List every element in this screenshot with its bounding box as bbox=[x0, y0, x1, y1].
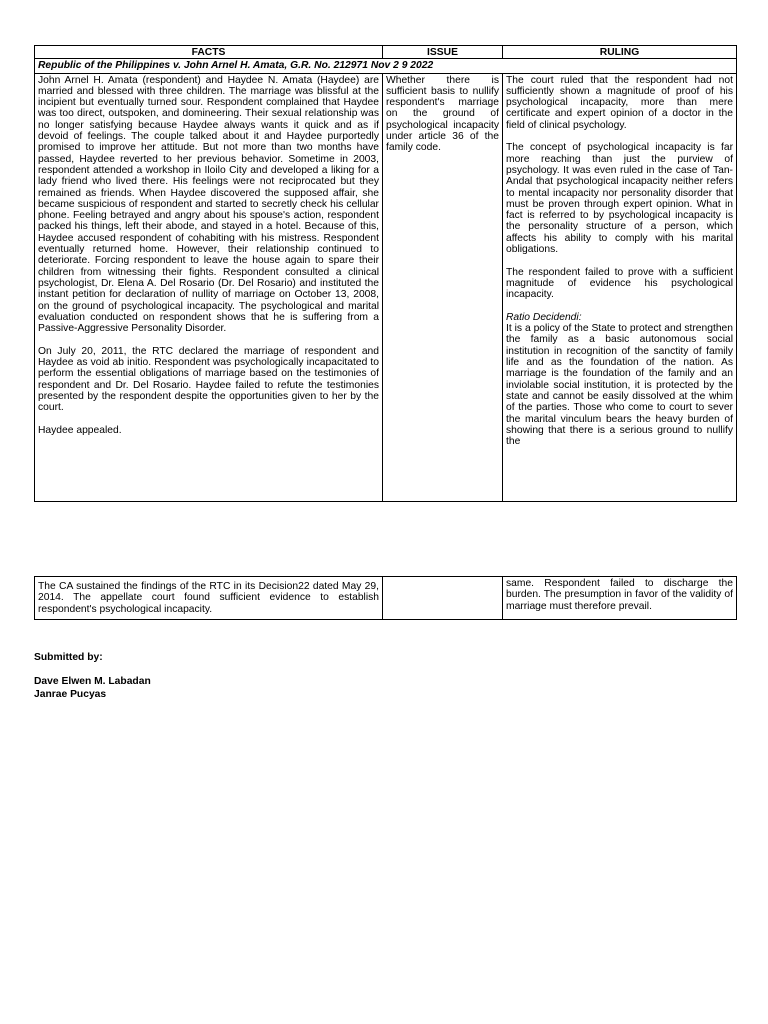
ratio-label: Ratio Decidendi: bbox=[506, 311, 582, 323]
ruling-cell bbox=[503, 73, 737, 501]
facts-paragraph: On July 20, 2011, the RTC declared the marriage of respondent and Haydee as void ab initio. Respondent was psychologically incapacitated to perform the essential obligations of marriage based on the testimonies of respondent and Dr. Del Rosario. Haydee failed to refute the testimonies presented by the respondent despite the opportunities given to her by the court. bbox=[38, 345, 379, 414]
author-name: Janrae Pucyas bbox=[34, 688, 107, 700]
ratio-text: It is a policy of the State to protect and strengthen the family as a basic autonomous social institution in recognition of the sanctity of family life and as the foundation of the nation. As marriage is the foundation of the family and an inviolable social institution, it is protected by the state and cannot be easily dissolved at the whim of the parties. Those who come to court to sever the marital vinculum bears the heavy burden of showing that there is a serious ground to nullify the bbox=[506, 323, 733, 448]
ruling-paragraph: The respondent failed to prove with a sufficient magnitude of evidence his psychological incapacity. bbox=[506, 266, 733, 301]
continuation-facts: The CA sustained the findings of the RTC in its Decision22 dated May 29, 2014. The appellate court found sufficient evidence to establish respondent's psychological incapacity. bbox=[35, 577, 383, 620]
facts-paragraph: John Arnel H. Amata (respondent) and Haydee N. Amata (Haydee) are married and blessed with three children. The marriage was blissful at the incipient but eventually turned sour. Respondent complained that Haydee was too direct, outspoken, and domineering. Their sexual relationship was no longer satisfying because Haydee always wants it quick and as if devoid of feelings. The couple talked about it and Haydee purportedly promised to improve her attitude. But not more than two months have passed, Haydee reverted to her previous behavior. Sometime in 2003, respondent attended a workshop in Iloilo City and developed a liking for a lady friend who lived there. His feelings were not reciprocated but they remained as friends. When Haydee discovered the supposed affair, she became suspicious of respondent and started to secretly check his cellular phone. Feeling betrayed and angry about his spouse's action, respondent packed his things, left their abode, and stayed in a hotel. Because of this, Haydee accused respondent of cohabiting with his mistress. Respondent eventually returned home. However, their relationship continued to deteriorate. Forcing respondent to leave the house again to spare their children from witnessing their fights. Respondent consulted a clinical psychologist, Dr. Elena A. Del Rosario (Dr. Del Rosario) and instituted the instant petition for declaration of nullity of marriage on October 13, 2008, on the ground of psychological incapacity. The psychological and marital evaluation conducted on respondent shows that he is suffering from a Passive-Aggressive Personality Disorder. bbox=[38, 74, 379, 335]
continuation-table bbox=[34, 576, 737, 620]
continuation-issue bbox=[383, 577, 503, 620]
issue-cell bbox=[383, 73, 503, 501]
submitted-by-label: Submitted by: bbox=[34, 652, 103, 663]
authors-block bbox=[34, 676, 151, 701]
author-name: Dave Elwen M. Labadan bbox=[34, 676, 151, 687]
ruling-paragraph: The court ruled that the respondent had not sufficiently shown a magnitude of proof of his psychological incapacity, more than mere certificate and expert opinion of a doctor in the field of clinical psychology. bbox=[506, 74, 733, 131]
facts-header: FACTS bbox=[35, 46, 383, 59]
case-brief-table bbox=[34, 45, 737, 502]
case-title: Republic of the Philippines v. John Arnel H. Amata, G.R. No. 212971 Nov 2 9 2022 bbox=[35, 59, 737, 73]
ruling-header: RULING bbox=[503, 46, 737, 59]
facts-paragraph: Haydee appealed. bbox=[38, 424, 122, 436]
issue-header: ISSUE bbox=[383, 46, 503, 59]
facts-cell bbox=[35, 73, 383, 501]
issue-text: Whether there is sufficient basis to nullify respondent's marriage on the ground of psychological incapacity under article 36 of the family code. bbox=[386, 74, 499, 154]
content-row bbox=[35, 73, 737, 501]
case-title-row bbox=[35, 59, 737, 73]
ruling-paragraph: The concept of psychological incapacity is far more reaching than just the purview of psychology. It was even ruled in the case of Tan-Andal that psychological incapacity neither refers to mental incapacity nor personality disorder that must be proven through expert opinion. What in fact is referred to by psychological incapacity is the personality structure of a person, which affects his ability to comply with his marital obligations. bbox=[506, 142, 733, 256]
continuation-row bbox=[35, 577, 737, 620]
continuation-ruling: same. Respondent failed to discharge the burden. The presumption in favor of the validity of marriage must therefore prevail. bbox=[503, 577, 737, 620]
header-row bbox=[35, 46, 737, 59]
